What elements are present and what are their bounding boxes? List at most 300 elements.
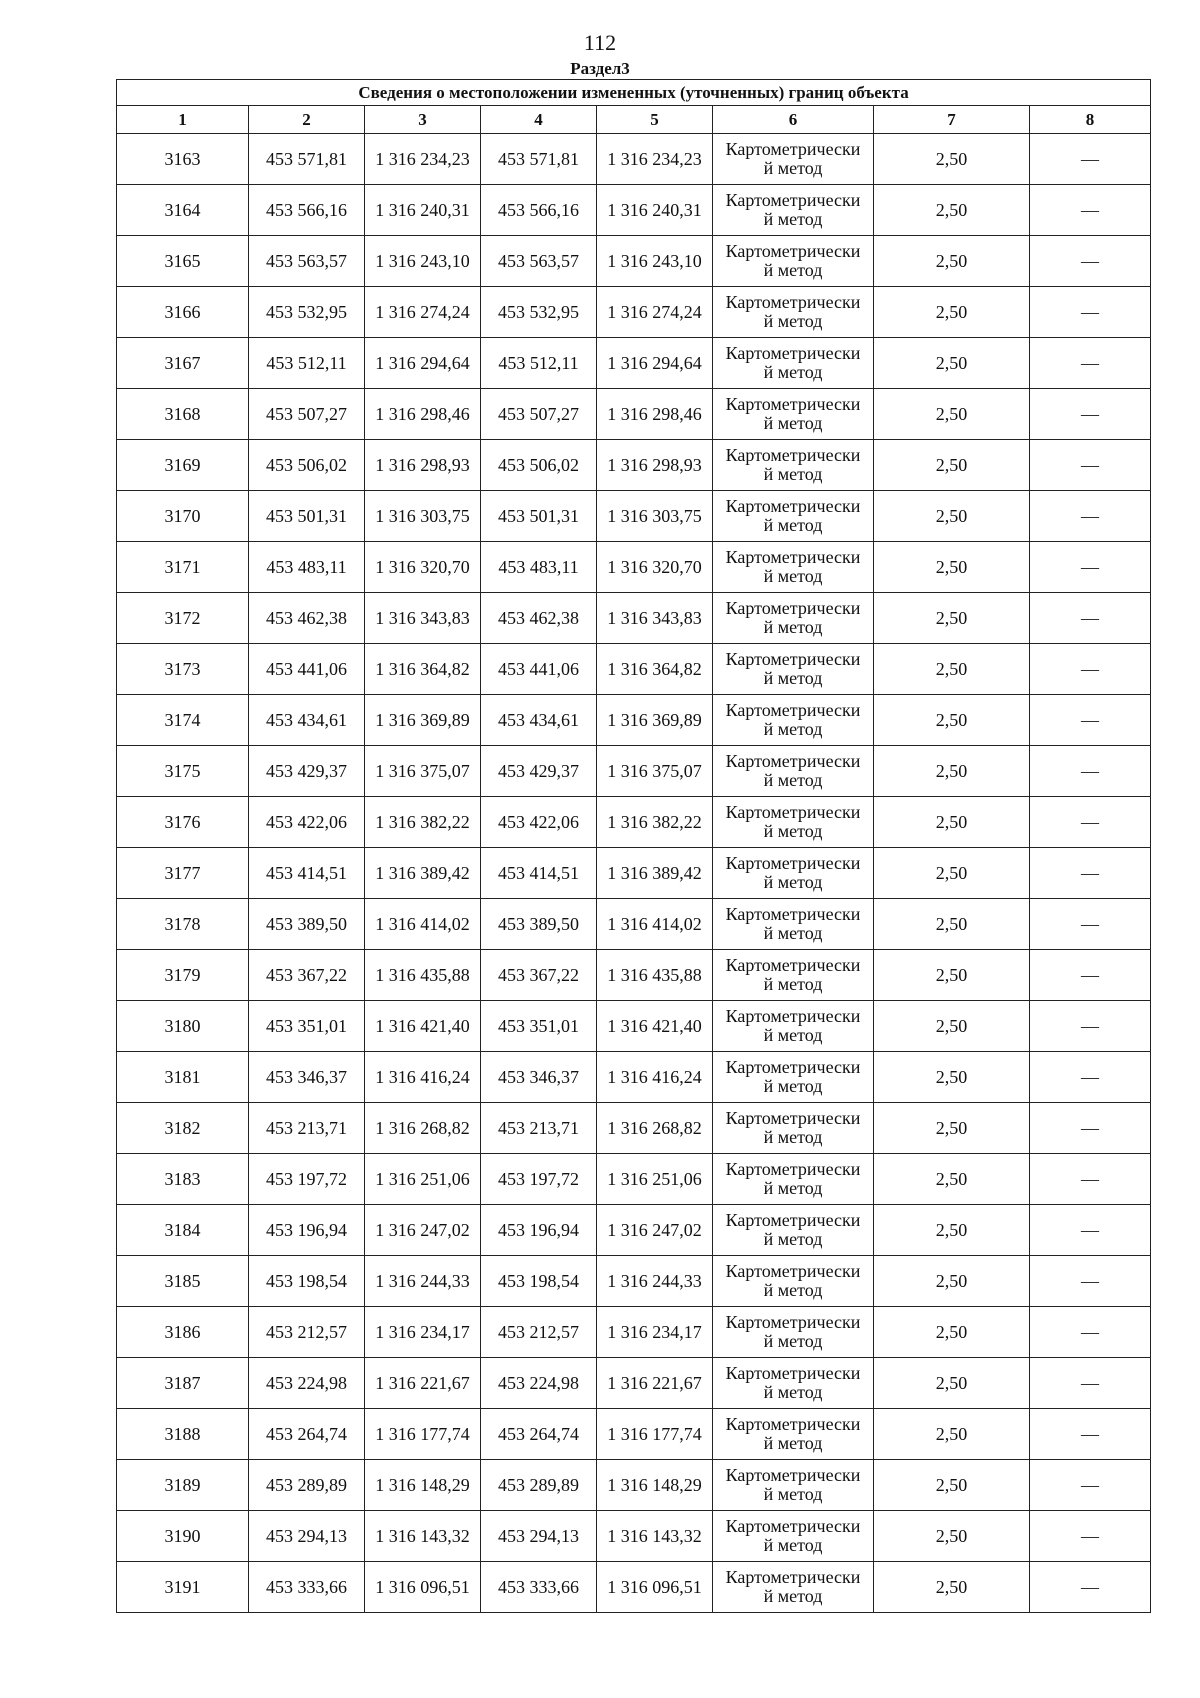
y-new-cell: 1 316 298,93: [597, 440, 713, 491]
y-new-cell: 1 316 243,10: [597, 236, 713, 287]
y-old-cell: 1 316 298,93: [365, 440, 481, 491]
x-old-cell: 453 346,37: [249, 1052, 365, 1103]
y-old-cell: 1 316 177,74: [365, 1409, 481, 1460]
method-line: Картометрически: [725, 598, 861, 618]
method-line: Картометрически: [725, 1312, 861, 1332]
x-new-cell: 453 367,22: [481, 950, 597, 1001]
point-number-cell: 3184: [117, 1205, 249, 1256]
y-new-cell: 1 316 435,88: [597, 950, 713, 1001]
x-old-cell: 453 501,31: [249, 491, 365, 542]
point-number-cell: 3164: [117, 185, 249, 236]
accuracy-cell: 2,50: [874, 644, 1030, 695]
table-caption-row: [117, 80, 1151, 106]
method-cell: [713, 440, 874, 491]
description-cell: —: [1030, 899, 1151, 950]
description-cell: —: [1030, 1256, 1151, 1307]
x-new-cell: 453 333,66: [481, 1562, 597, 1613]
y-old-cell: 1 316 343,83: [365, 593, 481, 644]
y-new-cell: 1 316 274,24: [597, 287, 713, 338]
method-cell: [713, 338, 874, 389]
x-old-cell: 453 351,01: [249, 1001, 365, 1052]
method-line: Картометрически: [725, 343, 861, 363]
method-line: Картометрически: [725, 649, 861, 669]
method-cell: [713, 1205, 874, 1256]
method-line: й метод: [763, 566, 823, 586]
description-cell: —: [1030, 695, 1151, 746]
description-cell: —: [1030, 389, 1151, 440]
x-old-cell: 453 462,38: [249, 593, 365, 644]
y-new-cell: 1 316 234,17: [597, 1307, 713, 1358]
y-new-cell: 1 316 143,32: [597, 1511, 713, 1562]
x-old-cell: 453 367,22: [249, 950, 365, 1001]
point-number-cell: 3172: [117, 593, 249, 644]
description-cell: —: [1030, 1103, 1151, 1154]
y-new-cell: 1 316 389,42: [597, 848, 713, 899]
method-cell: [713, 185, 874, 236]
method-line: й метод: [763, 1025, 823, 1045]
y-old-cell: 1 316 243,10: [365, 236, 481, 287]
y-new-cell: 1 316 369,89: [597, 695, 713, 746]
method-line: Картометрически: [725, 445, 861, 465]
method-cell: [713, 899, 874, 950]
point-number-cell: 3165: [117, 236, 249, 287]
point-number-cell: 3163: [117, 134, 249, 185]
column-number: 5: [597, 106, 713, 134]
y-new-cell: 1 316 382,22: [597, 797, 713, 848]
method-cell: [713, 1460, 874, 1511]
method-line: й метод: [763, 209, 823, 229]
method-line: Картометрически: [725, 1414, 861, 1434]
y-old-cell: 1 316 221,67: [365, 1358, 481, 1409]
y-new-cell: 1 316 375,07: [597, 746, 713, 797]
table-row: [117, 1256, 1151, 1307]
method-line: й метод: [763, 1178, 823, 1198]
y-old-cell: 1 316 364,82: [365, 644, 481, 695]
accuracy-cell: 2,50: [874, 1052, 1030, 1103]
description-cell: —: [1030, 1205, 1151, 1256]
table-row: [117, 1154, 1151, 1205]
description-cell: —: [1030, 236, 1151, 287]
y-old-cell: 1 316 382,22: [365, 797, 481, 848]
method-line: Картометрически: [725, 1261, 861, 1281]
x-new-cell: 453 501,31: [481, 491, 597, 542]
accuracy-cell: 2,50: [874, 236, 1030, 287]
x-new-cell: 453 422,06: [481, 797, 597, 848]
method-line: й метод: [763, 1382, 823, 1402]
accuracy-cell: 2,50: [874, 1256, 1030, 1307]
method-line: Картометрически: [725, 496, 861, 516]
x-new-cell: 453 289,89: [481, 1460, 597, 1511]
accuracy-cell: 2,50: [874, 1562, 1030, 1613]
y-new-cell: 1 316 298,46: [597, 389, 713, 440]
accuracy-cell: 2,50: [874, 440, 1030, 491]
accuracy-cell: 2,50: [874, 185, 1030, 236]
y-new-cell: 1 316 247,02: [597, 1205, 713, 1256]
description-cell: —: [1030, 1358, 1151, 1409]
table-row: [117, 134, 1151, 185]
point-number-cell: 3188: [117, 1409, 249, 1460]
y-new-cell: 1 316 414,02: [597, 899, 713, 950]
method-cell: [713, 1307, 874, 1358]
point-number-cell: 3180: [117, 1001, 249, 1052]
x-old-cell: 453 422,06: [249, 797, 365, 848]
description-cell: —: [1030, 338, 1151, 389]
y-old-cell: 1 316 234,17: [365, 1307, 481, 1358]
x-old-cell: 453 264,74: [249, 1409, 365, 1460]
method-cell: [713, 1001, 874, 1052]
method-line: й метод: [763, 515, 823, 535]
table-body: [117, 134, 1151, 1613]
y-new-cell: 1 316 343,83: [597, 593, 713, 644]
table-row: [117, 389, 1151, 440]
column-number: 7: [874, 106, 1030, 134]
table-row: [117, 236, 1151, 287]
method-cell: [713, 593, 874, 644]
point-number-cell: 3167: [117, 338, 249, 389]
method-line: й метод: [763, 158, 823, 178]
y-old-cell: 1 316 268,82: [365, 1103, 481, 1154]
accuracy-cell: 2,50: [874, 797, 1030, 848]
x-new-cell: 453 434,61: [481, 695, 597, 746]
description-cell: —: [1030, 491, 1151, 542]
table-row: [117, 746, 1151, 797]
accuracy-cell: 2,50: [874, 1001, 1030, 1052]
method-line: Картометрически: [725, 751, 861, 771]
x-new-cell: 453 264,74: [481, 1409, 597, 1460]
method-line: й метод: [763, 821, 823, 841]
method-line: й метод: [763, 617, 823, 637]
accuracy-cell: 2,50: [874, 287, 1030, 338]
accuracy-cell: 2,50: [874, 848, 1030, 899]
table-row: [117, 1562, 1151, 1613]
x-old-cell: 453 571,81: [249, 134, 365, 185]
method-line: Картометрически: [725, 904, 861, 924]
method-cell: [713, 695, 874, 746]
method-cell: [713, 797, 874, 848]
point-number-cell: 3183: [117, 1154, 249, 1205]
method-cell: [713, 1052, 874, 1103]
y-old-cell: 1 316 414,02: [365, 899, 481, 950]
method-line: Картометрически: [725, 547, 861, 567]
method-line: Картометрически: [725, 1363, 861, 1383]
x-new-cell: 453 212,57: [481, 1307, 597, 1358]
x-old-cell: 453 507,27: [249, 389, 365, 440]
method-line: й метод: [763, 413, 823, 433]
y-old-cell: 1 316 369,89: [365, 695, 481, 746]
x-old-cell: 453 213,71: [249, 1103, 365, 1154]
x-old-cell: 453 389,50: [249, 899, 365, 950]
method-line: й метод: [763, 1331, 823, 1351]
table-row: [117, 1205, 1151, 1256]
method-cell: [713, 1511, 874, 1562]
accuracy-cell: 2,50: [874, 338, 1030, 389]
x-old-cell: 453 294,13: [249, 1511, 365, 1562]
table-row: [117, 797, 1151, 848]
point-number-cell: 3168: [117, 389, 249, 440]
description-cell: —: [1030, 950, 1151, 1001]
method-cell: [713, 287, 874, 338]
point-number-cell: 3169: [117, 440, 249, 491]
description-cell: —: [1030, 440, 1151, 491]
method-line: Картометрически: [725, 190, 861, 210]
x-new-cell: 453 512,11: [481, 338, 597, 389]
description-cell: —: [1030, 746, 1151, 797]
accuracy-cell: 2,50: [874, 1103, 1030, 1154]
method-cell: [713, 1562, 874, 1613]
accuracy-cell: 2,50: [874, 542, 1030, 593]
column-number-row: [117, 106, 1151, 134]
method-line: й метод: [763, 362, 823, 382]
description-cell: —: [1030, 542, 1151, 593]
table-row: [117, 1358, 1151, 1409]
column-number: 1: [117, 106, 249, 134]
x-old-cell: 453 441,06: [249, 644, 365, 695]
accuracy-cell: 2,50: [874, 1409, 1030, 1460]
point-number-cell: 3191: [117, 1562, 249, 1613]
method-line: Картометрически: [725, 292, 861, 312]
y-old-cell: 1 316 096,51: [365, 1562, 481, 1613]
y-new-cell: 1 316 268,82: [597, 1103, 713, 1154]
x-new-cell: 453 294,13: [481, 1511, 597, 1562]
x-new-cell: 453 414,51: [481, 848, 597, 899]
point-number-cell: 3181: [117, 1052, 249, 1103]
x-new-cell: 453 532,95: [481, 287, 597, 338]
x-old-cell: 453 506,02: [249, 440, 365, 491]
point-number-cell: 3190: [117, 1511, 249, 1562]
description-cell: —: [1030, 1409, 1151, 1460]
x-new-cell: 453 571,81: [481, 134, 597, 185]
y-old-cell: 1 316 303,75: [365, 491, 481, 542]
column-number: 2: [249, 106, 365, 134]
method-cell: [713, 746, 874, 797]
y-new-cell: 1 316 234,23: [597, 134, 713, 185]
method-cell: [713, 491, 874, 542]
method-line: й метод: [763, 872, 823, 892]
y-new-cell: 1 316 251,06: [597, 1154, 713, 1205]
method-line: й метод: [763, 1127, 823, 1147]
table-row: [117, 185, 1151, 236]
description-cell: —: [1030, 1052, 1151, 1103]
point-number-cell: 3166: [117, 287, 249, 338]
accuracy-cell: 2,50: [874, 695, 1030, 746]
description-cell: —: [1030, 287, 1151, 338]
table-row: [117, 1001, 1151, 1052]
description-cell: —: [1030, 593, 1151, 644]
method-line: й метод: [763, 668, 823, 688]
table-row: [117, 1409, 1151, 1460]
point-number-cell: 3182: [117, 1103, 249, 1154]
point-number-cell: 3185: [117, 1256, 249, 1307]
method-line: й метод: [763, 260, 823, 280]
method-line: Картометрически: [725, 1108, 861, 1128]
method-line: й метод: [763, 1433, 823, 1453]
section-title: Раздел3: [570, 59, 630, 78]
description-cell: —: [1030, 1154, 1151, 1205]
y-old-cell: 1 316 421,40: [365, 1001, 481, 1052]
x-old-cell: 453 196,94: [249, 1205, 365, 1256]
description-cell: —: [1030, 134, 1151, 185]
point-number-cell: 3173: [117, 644, 249, 695]
method-cell: [713, 644, 874, 695]
y-new-cell: 1 316 148,29: [597, 1460, 713, 1511]
method-line: й метод: [763, 1484, 823, 1504]
accuracy-cell: 2,50: [874, 746, 1030, 797]
y-new-cell: 1 316 320,70: [597, 542, 713, 593]
method-line: й метод: [763, 1586, 823, 1606]
method-line: Картометрически: [725, 802, 861, 822]
table-row: [117, 287, 1151, 338]
y-old-cell: 1 316 298,46: [365, 389, 481, 440]
method-line: Картометрически: [725, 1006, 861, 1026]
point-number-cell: 3187: [117, 1358, 249, 1409]
method-cell: [713, 134, 874, 185]
table-row: [117, 1307, 1151, 1358]
description-cell: —: [1030, 1562, 1151, 1613]
accuracy-cell: 2,50: [874, 389, 1030, 440]
y-old-cell: 1 316 148,29: [365, 1460, 481, 1511]
method-line: Картометрически: [725, 1465, 861, 1485]
table-row: [117, 338, 1151, 389]
y-old-cell: 1 316 247,02: [365, 1205, 481, 1256]
point-number-cell: 3186: [117, 1307, 249, 1358]
point-number-cell: 3178: [117, 899, 249, 950]
x-new-cell: 453 563,57: [481, 236, 597, 287]
y-new-cell: 1 316 294,64: [597, 338, 713, 389]
x-old-cell: 453 224,98: [249, 1358, 365, 1409]
x-old-cell: 453 434,61: [249, 695, 365, 746]
table-row: [117, 1052, 1151, 1103]
method-cell: [713, 389, 874, 440]
x-new-cell: 453 351,01: [481, 1001, 597, 1052]
x-old-cell: 453 483,11: [249, 542, 365, 593]
description-cell: —: [1030, 1511, 1151, 1562]
method-cell: [713, 542, 874, 593]
y-new-cell: 1 316 416,24: [597, 1052, 713, 1103]
y-new-cell: 1 316 240,31: [597, 185, 713, 236]
x-new-cell: 453 213,71: [481, 1103, 597, 1154]
x-old-cell: 453 289,89: [249, 1460, 365, 1511]
method-line: Картометрически: [725, 1516, 861, 1536]
accuracy-cell: 2,50: [874, 1358, 1030, 1409]
x-new-cell: 453 389,50: [481, 899, 597, 950]
method-cell: [713, 1409, 874, 1460]
point-number-cell: 3171: [117, 542, 249, 593]
description-cell: —: [1030, 1307, 1151, 1358]
table-row: [117, 899, 1151, 950]
description-cell: —: [1030, 1001, 1151, 1052]
accuracy-cell: 2,50: [874, 134, 1030, 185]
method-line: Картометрически: [725, 394, 861, 414]
x-new-cell: 453 566,16: [481, 185, 597, 236]
accuracy-cell: 2,50: [874, 899, 1030, 950]
y-new-cell: 1 316 364,82: [597, 644, 713, 695]
method-line: й метод: [763, 311, 823, 331]
y-new-cell: 1 316 421,40: [597, 1001, 713, 1052]
method-cell: [713, 950, 874, 1001]
method-line: Картометрически: [725, 1567, 861, 1587]
method-cell: [713, 848, 874, 899]
y-old-cell: 1 316 416,24: [365, 1052, 481, 1103]
y-new-cell: 1 316 096,51: [597, 1562, 713, 1613]
point-number-cell: 3189: [117, 1460, 249, 1511]
y-old-cell: 1 316 244,33: [365, 1256, 481, 1307]
boundary-table: [116, 79, 1151, 1613]
table-row: [117, 593, 1151, 644]
method-cell: [713, 1103, 874, 1154]
x-old-cell: 453 197,72: [249, 1154, 365, 1205]
method-line: Картометрически: [725, 139, 861, 159]
y-old-cell: 1 316 143,32: [365, 1511, 481, 1562]
x-new-cell: 453 197,72: [481, 1154, 597, 1205]
method-line: Картометрически: [725, 1057, 861, 1077]
y-new-cell: 1 316 303,75: [597, 491, 713, 542]
y-old-cell: 1 316 375,07: [365, 746, 481, 797]
accuracy-cell: 2,50: [874, 1460, 1030, 1511]
table-row: [117, 1103, 1151, 1154]
page-number: 112: [583, 30, 617, 55]
method-cell: [713, 1256, 874, 1307]
x-new-cell: 453 224,98: [481, 1358, 597, 1409]
y-new-cell: 1 316 177,74: [597, 1409, 713, 1460]
x-old-cell: 453 512,11: [249, 338, 365, 389]
method-line: й метод: [763, 923, 823, 943]
point-number-cell: 3177: [117, 848, 249, 899]
x-old-cell: 453 429,37: [249, 746, 365, 797]
table-row: [117, 1511, 1151, 1562]
table-row: [117, 440, 1151, 491]
method-line: й метод: [763, 1280, 823, 1300]
accuracy-cell: 2,50: [874, 1511, 1030, 1562]
y-new-cell: 1 316 244,33: [597, 1256, 713, 1307]
point-number-cell: 3179: [117, 950, 249, 1001]
table-row: [117, 542, 1151, 593]
table-row: [117, 848, 1151, 899]
description-cell: —: [1030, 797, 1151, 848]
y-old-cell: 1 316 294,64: [365, 338, 481, 389]
x-new-cell: 453 429,37: [481, 746, 597, 797]
x-old-cell: 453 333,66: [249, 1562, 365, 1613]
method-cell: [713, 1358, 874, 1409]
table-row: [117, 644, 1151, 695]
x-new-cell: 453 198,54: [481, 1256, 597, 1307]
table-caption: Сведения о местоположении измененных (уточненных) границ объекта: [117, 80, 1151, 106]
accuracy-cell: 2,50: [874, 1307, 1030, 1358]
method-cell: [713, 236, 874, 287]
description-cell: —: [1030, 185, 1151, 236]
x-new-cell: 453 507,27: [481, 389, 597, 440]
y-old-cell: 1 316 251,06: [365, 1154, 481, 1205]
column-number: 8: [1030, 106, 1151, 134]
method-cell: [713, 1154, 874, 1205]
x-old-cell: 453 212,57: [249, 1307, 365, 1358]
method-line: й метод: [763, 1229, 823, 1249]
table-row: [117, 950, 1151, 1001]
x-old-cell: 453 198,54: [249, 1256, 365, 1307]
y-old-cell: 1 316 240,31: [365, 185, 481, 236]
x-old-cell: 453 566,16: [249, 185, 365, 236]
x-old-cell: 453 532,95: [249, 287, 365, 338]
x-new-cell: 453 506,02: [481, 440, 597, 491]
method-line: й метод: [763, 1535, 823, 1555]
column-number: 4: [481, 106, 597, 134]
method-line: Картометрически: [725, 955, 861, 975]
y-old-cell: 1 316 274,24: [365, 287, 481, 338]
point-number-cell: 3170: [117, 491, 249, 542]
method-line: Картометрически: [725, 1210, 861, 1230]
y-old-cell: 1 316 234,23: [365, 134, 481, 185]
y-old-cell: 1 316 435,88: [365, 950, 481, 1001]
column-number: 6: [713, 106, 874, 134]
